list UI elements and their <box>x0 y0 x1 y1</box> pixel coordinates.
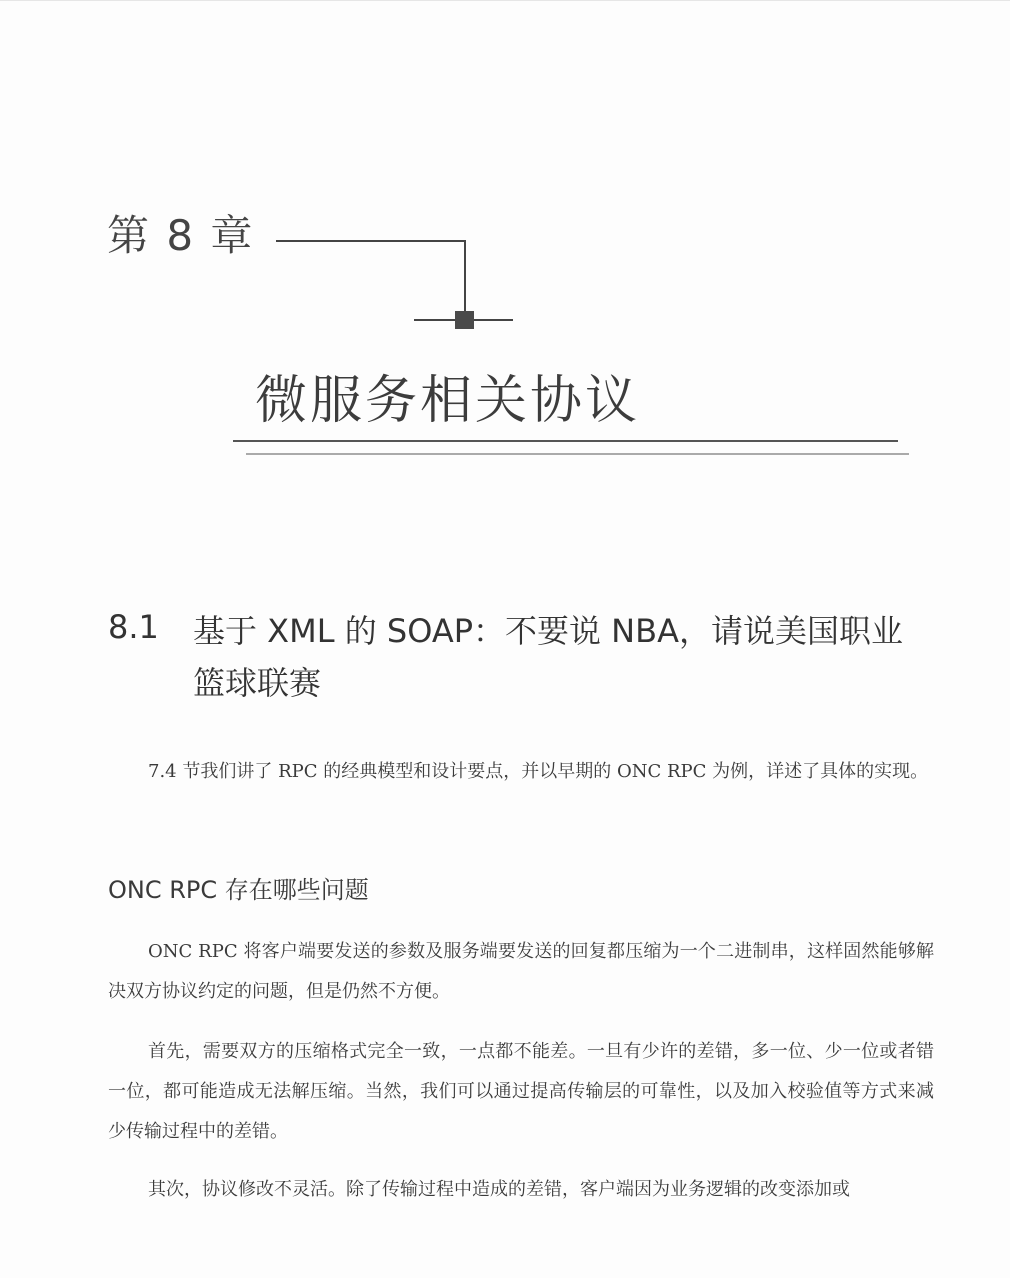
chapter-decoration-square <box>455 311 474 329</box>
chapter-label: 第 8 章 <box>107 211 255 260</box>
section-number: 8.1 <box>108 608 159 646</box>
chapter-decoration-vertical <box>464 240 466 320</box>
paragraph-first: 首先，需要双方的压缩格式完全一致，一点都不能差。一旦有少许的差错，多一位、少一位或者错一位，都可能造成无法解压缩。当然，我们可以通过提高传输层的可靠性，以及加入校验值等方式来减少传输过程中的差错。 <box>108 1041 934 1142</box>
page-top-edge <box>0 0 1010 1</box>
chapter-decoration-line <box>276 240 466 242</box>
title-rule-light <box>246 453 909 455</box>
section-title: 基于 XML 的 SOAP：不要说 NBA，请说美国职业篮球联赛 <box>193 612 903 702</box>
paragraph-intro: 7.4 节我们讲了 RPC 的经典模型和设计要点，并以早期的 ONC RPC 为例，详述了具体的实现。 <box>148 761 929 782</box>
sub-heading: ONC RPC 存在哪些问题 <box>108 876 369 904</box>
paragraph-second: 其次，协议修改不灵活。除了传输过程中造成的差错，客户端因为业务逻辑的改变添加或 <box>148 1179 850 1200</box>
chapter-title: 微服务相关协议 <box>255 371 641 431</box>
paragraph-problem: ONC RPC 将客户端要发送的参数及服务端要发送的回复都压缩为一个二进制串，这样固然能够解决双方协议约定的问题，但是仍然不方便。 <box>108 941 934 1002</box>
title-rule-dark <box>233 440 898 442</box>
